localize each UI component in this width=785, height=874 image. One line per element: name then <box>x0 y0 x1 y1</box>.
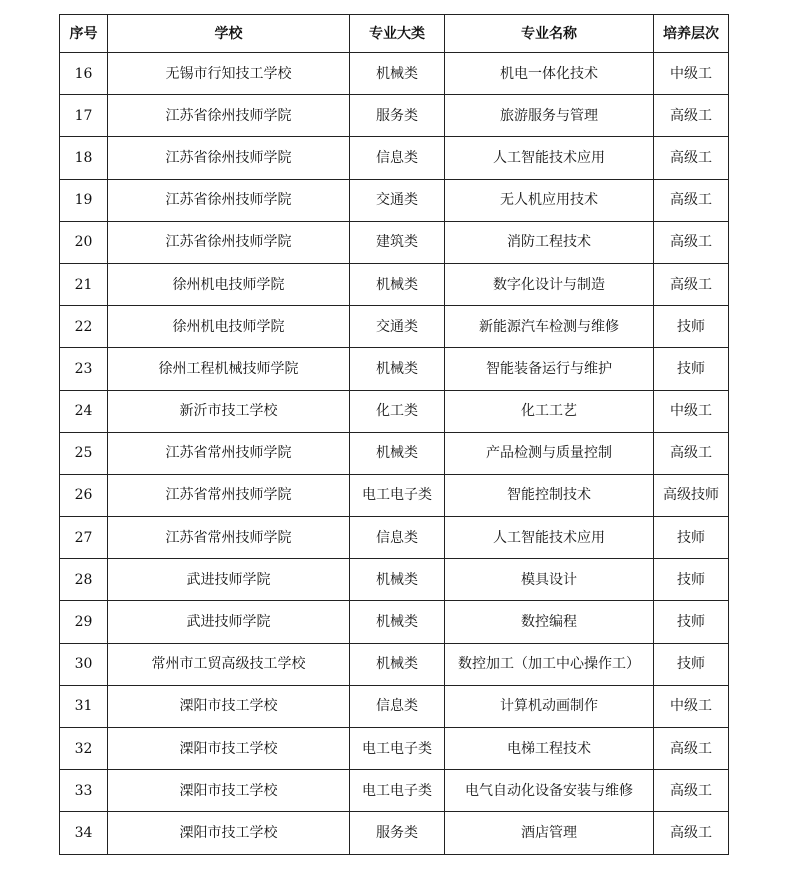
cell-school: 溧阳市技工学校 <box>108 685 350 727</box>
cell-index: 33 <box>60 770 108 812</box>
table-row <box>60 221 729 263</box>
cell-school: 武进技师学院 <box>108 601 350 643</box>
cell-category: 机械类 <box>350 643 445 685</box>
cell-school: 常州市工贸高级技工学校 <box>108 643 350 685</box>
cell-major: 酒店管理 <box>445 812 654 854</box>
cell-index: 34 <box>60 812 108 854</box>
cell-index: 27 <box>60 517 108 559</box>
table-row <box>60 432 729 474</box>
cell-major: 机电一体化技术 <box>445 53 654 95</box>
cell-school: 徐州工程机械技师学院 <box>108 348 350 390</box>
header-index: 序号 <box>60 15 108 53</box>
cell-school: 江苏省徐州技师学院 <box>108 179 350 221</box>
cell-school: 溧阳市技工学校 <box>108 770 350 812</box>
cell-level: 技师 <box>654 643 729 685</box>
cell-major: 数控加工（加工中心操作工） <box>445 643 654 685</box>
table-row <box>60 517 729 559</box>
header-school: 学校 <box>108 15 350 53</box>
cell-level: 高级工 <box>654 137 729 179</box>
table-row <box>60 685 729 727</box>
cell-category: 信息类 <box>350 137 445 179</box>
cell-level: 高级工 <box>654 179 729 221</box>
cell-index: 21 <box>60 263 108 305</box>
cell-major: 人工智能技术应用 <box>445 517 654 559</box>
cell-category: 服务类 <box>350 95 445 137</box>
cell-index: 32 <box>60 728 108 770</box>
header-category: 专业大类 <box>350 15 445 53</box>
cell-category: 电工电子类 <box>350 770 445 812</box>
cell-level: 高级工 <box>654 770 729 812</box>
cell-school: 江苏省常州技师学院 <box>108 432 350 474</box>
cell-category: 服务类 <box>350 812 445 854</box>
cell-category: 化工类 <box>350 390 445 432</box>
cell-category: 电工电子类 <box>350 474 445 516</box>
cell-category: 信息类 <box>350 517 445 559</box>
table-row <box>60 770 729 812</box>
cell-major: 智能控制技术 <box>445 474 654 516</box>
cell-level: 高级工 <box>654 221 729 263</box>
table-row <box>60 812 729 854</box>
table-row <box>60 53 729 95</box>
cell-level: 中级工 <box>654 390 729 432</box>
cell-level: 技师 <box>654 559 729 601</box>
cell-level: 高级工 <box>654 263 729 305</box>
cell-major: 无人机应用技术 <box>445 179 654 221</box>
cell-major: 化工工艺 <box>445 390 654 432</box>
cell-level: 高级工 <box>654 812 729 854</box>
cell-major: 人工智能技术应用 <box>445 137 654 179</box>
cell-school: 江苏省徐州技师学院 <box>108 137 350 179</box>
cell-index: 24 <box>60 390 108 432</box>
cell-major: 电气自动化设备安装与维修 <box>445 770 654 812</box>
cell-category: 交通类 <box>350 179 445 221</box>
table-row <box>60 348 729 390</box>
cell-major: 模具设计 <box>445 559 654 601</box>
cell-index: 30 <box>60 643 108 685</box>
table-row <box>60 95 729 137</box>
table-body <box>60 53 729 855</box>
header-level: 培养层次 <box>654 15 729 53</box>
cell-index: 18 <box>60 137 108 179</box>
cell-index: 28 <box>60 559 108 601</box>
cell-school: 江苏省常州技师学院 <box>108 517 350 559</box>
cell-category: 交通类 <box>350 306 445 348</box>
cell-major: 旅游服务与管理 <box>445 95 654 137</box>
cell-level: 高级工 <box>654 95 729 137</box>
cell-school: 溧阳市技工学校 <box>108 728 350 770</box>
table-row <box>60 263 729 305</box>
cell-level: 技师 <box>654 517 729 559</box>
cell-major: 消防工程技术 <box>445 221 654 263</box>
cell-level: 技师 <box>654 348 729 390</box>
cell-major: 智能装备运行与维护 <box>445 348 654 390</box>
cell-category: 机械类 <box>350 348 445 390</box>
cell-level: 中级工 <box>654 685 729 727</box>
cell-index: 20 <box>60 221 108 263</box>
cell-school: 新沂市技工学校 <box>108 390 350 432</box>
cell-category: 机械类 <box>350 559 445 601</box>
cell-school: 江苏省徐州技师学院 <box>108 95 350 137</box>
cell-level: 技师 <box>654 306 729 348</box>
cell-category: 机械类 <box>350 601 445 643</box>
table-row <box>60 728 729 770</box>
cell-major: 新能源汽车检测与维修 <box>445 306 654 348</box>
table-row <box>60 390 729 432</box>
cell-school: 江苏省徐州技师学院 <box>108 221 350 263</box>
cell-major: 电梯工程技术 <box>445 728 654 770</box>
cell-index: 23 <box>60 348 108 390</box>
table-row <box>60 306 729 348</box>
cell-category: 机械类 <box>350 53 445 95</box>
cell-index: 25 <box>60 432 108 474</box>
cell-index: 31 <box>60 685 108 727</box>
cell-level: 高级工 <box>654 432 729 474</box>
header-major: 专业名称 <box>445 15 654 53</box>
cell-level: 技师 <box>654 601 729 643</box>
cell-school: 无锡市行知技工学校 <box>108 53 350 95</box>
cell-category: 信息类 <box>350 685 445 727</box>
cell-school: 江苏省常州技师学院 <box>108 474 350 516</box>
cell-level: 中级工 <box>654 53 729 95</box>
cell-index: 19 <box>60 179 108 221</box>
table-row <box>60 179 729 221</box>
cell-index: 16 <box>60 53 108 95</box>
table-row <box>60 643 729 685</box>
table-row <box>60 137 729 179</box>
cell-index: 29 <box>60 601 108 643</box>
cell-school: 徐州机电技师学院 <box>108 263 350 305</box>
table-header-row <box>60 15 729 53</box>
cell-major: 计算机动画制作 <box>445 685 654 727</box>
cell-major: 产品检测与质量控制 <box>445 432 654 474</box>
cell-category: 电工电子类 <box>350 728 445 770</box>
cell-level: 高级技师 <box>654 474 729 516</box>
cell-index: 26 <box>60 474 108 516</box>
table-row <box>60 474 729 516</box>
cell-school: 武进技师学院 <box>108 559 350 601</box>
cell-major: 数控编程 <box>445 601 654 643</box>
table-row <box>60 559 729 601</box>
cell-index: 22 <box>60 306 108 348</box>
cell-category: 机械类 <box>350 432 445 474</box>
majors-table <box>59 14 729 855</box>
cell-index: 17 <box>60 95 108 137</box>
cell-category: 建筑类 <box>350 221 445 263</box>
cell-category: 机械类 <box>350 263 445 305</box>
cell-school: 溧阳市技工学校 <box>108 812 350 854</box>
cell-school: 徐州机电技师学院 <box>108 306 350 348</box>
cell-major: 数字化设计与制造 <box>445 263 654 305</box>
table-row <box>60 601 729 643</box>
cell-level: 高级工 <box>654 728 729 770</box>
